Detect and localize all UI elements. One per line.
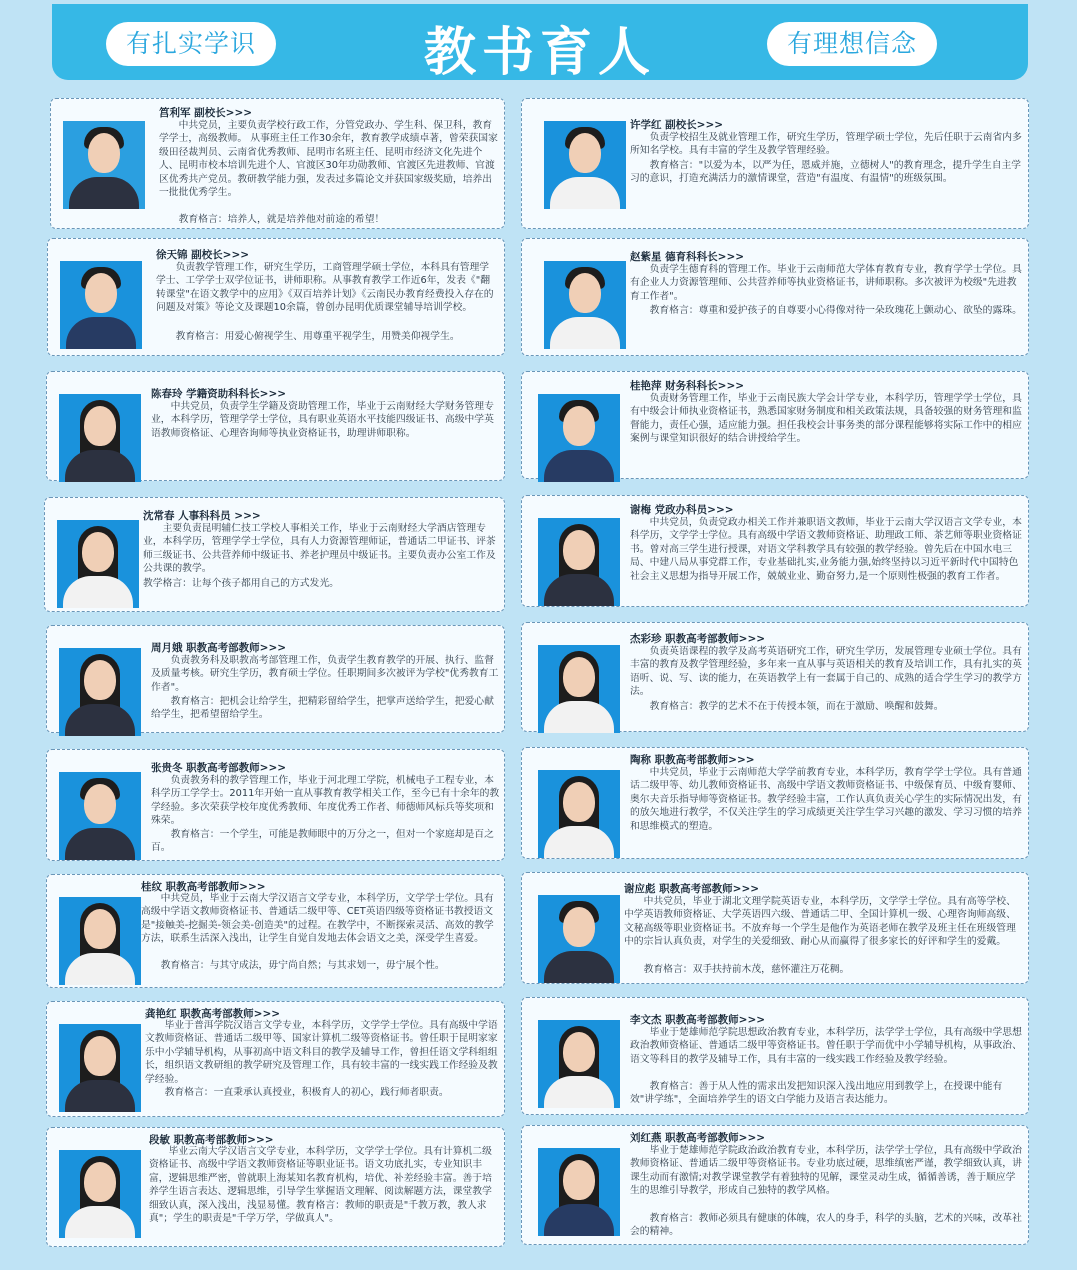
staff-photo [538, 1020, 620, 1108]
staff-name: 龚艳红 职教高考部教师>>> [145, 1008, 281, 1020]
staff-photo [59, 1150, 141, 1238]
staff-photo [538, 394, 620, 482]
staff-name: 赵紫星 德育科科长>>> [630, 251, 745, 263]
header-banner [52, 4, 1028, 83]
staff-description: 毕业于楚雄师范学院思想政治教育专业，本科学历，法学学士学位，具有高级中学思想政治教师资格证、普通话二级甲等资格证书。曾任职于学而优中小学辅导机构，从事政治、语文等科目的教学及辅导工作，具有丰富的一线实践工作经验及教学经验。 [630, 1027, 1022, 1065]
staff-description: 毕业云南大学汉语言文学专业，本科学历，文学学士学位。具有计算机二级资格证书、高级中学语文教师资格证等职业证书。语文功底扎实，专业知识丰富，逻辑思维严密，曾就职上海某知名教育机构，培优、补差经验丰富。善于培养学生语言表达、逻辑思维，引导学生掌握语文理解、阅读解题方法，课堂教学细致认真，深入浅出，浅显易懂。教育格言：教师的职责是"千教万教，教人求真"；学生的职责是"千学万学，学做真人"。 [149, 1146, 492, 1225]
staff-card [46, 874, 505, 988]
staff-motto: 教育格言：教师必须具有健康的体魄，农人的身手，科学的头脑，艺术的兴味，改革社会的精神。 [630, 1213, 1022, 1238]
staff-card [521, 98, 1029, 229]
staff-description: 负责教学管理工作，研究生学历，工商管理学硕士学位，本科具有管理学学士、工学学士双学位证书，讲师职称。从事教育教学工作近6年，发表《"翻转课堂"在语文教学中的应用》《双百培养计划》《云南民办教育经费投入存在的问题及对策》等论文及课题10余篇，曾创办昆明优质课堂辅导培训学校。 [156, 262, 494, 314]
staff-card [521, 872, 1029, 984]
staff-photo [544, 261, 626, 349]
staff-name: 筥利军 副校长>>> [159, 107, 253, 119]
staff-motto: 教育格言：双手扶持前木茂，慈怀灌注万花稠。 [643, 964, 850, 975]
staff-card [521, 495, 1029, 607]
staff-card [46, 371, 505, 481]
staff-name: 谢应彪 职教高考部教师>>> [624, 883, 760, 895]
page-title: 教书育人 [423, 22, 656, 83]
slogan-right: 有理想信念 [767, 22, 937, 66]
staff-card [521, 997, 1029, 1115]
staff-motto: 教育格言：善于从人性的需求出发把知识深入浅出地应用到教学上，在授课中能有效"讲学练"，全面培养学生的语文白学能力及语言表达能力。 [630, 1081, 1003, 1106]
staff-motto: 教学格言：让每个孩子都用自己的方式发光。 [143, 578, 339, 589]
staff-name: 刘红燕 职教高考部教师>>> [630, 1132, 766, 1144]
staff-card [46, 625, 505, 733]
staff-name: 许学红 副校长>>> [630, 119, 724, 131]
staff-name: 沈常春 人事科科员 >>> [143, 510, 261, 522]
staff-photo [59, 897, 141, 985]
staff-description: 中共党员，毕业于云南大学汉语言文学专业，本科学历，文学学士学位。具有高级中学语文教师资格证书、普通话二级甲等、CET英语四级等资格证书教授语文是"接触美-挖掘美-领会美-创造美"的过程。在教学中，不断探索灵活、高效的教学方法，联系生活深入浅出，让学生自觉自发地去体会语文之美，深受学生喜爱。 [141, 893, 494, 945]
staff-photo [544, 121, 626, 209]
staff-photo [59, 1024, 141, 1112]
staff-description: 毕业于普洱学院汉语言文学专业，本科学历，文学学士学位。具有高级中学语文教师资格证、普通话二级甲等、国家计算机二级等资格证书。曾任职于昆明家家乐中小学辅导机构，从事初高中语文科目的教学及辅导工作，曾担任语文学科组组长，组织语文教研组的教学研究及管理工作，具有较丰富的一线实践工作经验及教学经验。 [145, 1020, 498, 1085]
staff-name: 桂艳萍 财务科科长>>> [630, 380, 745, 392]
staff-motto: 教育格言：教学的艺术不在于传授本领，而在于激励、唤醒和鼓舞。 [649, 701, 944, 712]
staff-description: 负责学生德育科的管理工作。毕业于云南师范大学体育教育专业，教育学学士学位。具有企业人力资源管理师、公共营养师等执业资格证书，讲师职称。多次被评为校级"先进教育工作者"。 [630, 264, 1022, 302]
staff-card [521, 238, 1029, 356]
staff-photo [60, 261, 142, 349]
staff-description: 中共党员，毕业于湖北文理学院英语专业，本科学历，文学学士学位。具有高等学校、中学英语教师资格证、大学英语四六级、普通话二甲、全国计算机一级、心理咨询师高级、文秘高级等职业资格证书。不放弃每一个学生是他作为英语老师在教学及班主任在班级管理中的宗旨认真负责，对学生的关爱细致、耐心从而赢得了很多家长的好评和学生的爱戴。 [624, 896, 1016, 948]
staff-description: 负责财务管理工作，毕业于云南民族大学会计学专业，本科学历，管理学学士学位，具有中级会计师执业资格证书，熟悉国家财务制度和相关政策法规，具备较强的财务管理和监督能力，责任心强，适应能力强。担任我校会计事务类的部分课程能够将实际工作中的相应案例与课堂知识很好的结合讲授给学生。 [630, 393, 1022, 445]
staff-photo [63, 121, 145, 209]
staff-photo [538, 645, 620, 733]
staff-motto: 教育格言：尊重和爱护孩子的自尊要小心得像对待一朵玫瑰花上颤动心、欲坠的露珠。 [649, 305, 1022, 316]
staff-photo [538, 518, 620, 606]
staff-name: 杰彩珍 职教高考部教师>>> [630, 633, 766, 645]
staff-card [47, 238, 505, 356]
staff-description: 负责教务科的教学管理工作，毕业于河北理工学院，机械电子工程专业，本科学历工学学士。2011年开始一直从事教育教学相关工作，至今已有十余年的教学经验。多次荣获学校年度优秀教师、年度优秀工作者、师德师风标兵等奖项和殊荣。 [151, 775, 500, 827]
staff-card [521, 371, 1029, 479]
staff-name: 谢梅 党政办科员>>> [630, 504, 734, 516]
staff-description: 负责学校招生及就业管理工作，研究生学历，管理学硕士学位，先后任职于云南省内多所知名学校。具有丰富的学生及教学管理经验。 [630, 132, 1022, 157]
staff-description: 主要负责昆明辅仁技工学校人事相关工作，毕业于云南财经大学酒店管理专业，本科学历，管理学学士学位，具有人力资源管理师证，普通话二甲证书、评茶师三级证书、公共营养师中级证书、养老护理员中级证书。主要负责办公室工作及公共课的教学。 [143, 523, 496, 575]
staff-name: 李文杰 职教高考部教师>>> [630, 1014, 766, 1026]
staff-description: 负责英语课程的教学及高考英语研究工作，研究生学历，发展管理专业硕士学位。具有丰富的教育及教学管理经验，多年来一直从事与英语相关的教育及培训工作，具有扎实的英语听、说、写、读的能力，在英语教学上有一套属于自己的、成熟的适合学生学习的教学方法。 [630, 646, 1022, 698]
staff-name: 段敏 职教高考部教师>>> [149, 1134, 274, 1146]
slogan-left: 有扎实学识 [106, 22, 276, 66]
staff-motto: 教育格言：一个学生，可能是教师眼中的万分之一，但对一个家庭却是百之百。 [151, 829, 494, 854]
staff-name: 张贵冬 职教高考部教师>>> [151, 762, 287, 774]
staff-card [44, 497, 505, 612]
staff-motto: 教育格言：培养人，就是培养他对前途的希望！ [178, 214, 385, 225]
staff-card [46, 749, 505, 861]
staff-name: 徐天锦 副校长>>> [156, 249, 250, 261]
staff-photo [538, 770, 620, 858]
staff-name: 桂纹 职教高考部教师>>> [141, 881, 266, 893]
staff-motto: 教育格言：一直秉承认真授业，积极育人的初心，践行师者职责。 [164, 1087, 449, 1098]
staff-motto: 教育格言：用爱心俯视学生、用尊重平视学生，用赞美仰视学生。 [175, 331, 460, 342]
staff-name: 周月娥 职教高考部教师>>> [151, 642, 287, 654]
staff-card [46, 1127, 505, 1247]
staff-photo [57, 520, 139, 608]
staff-description: 中共党员，负责学生学籍及资助管理工作，毕业于云南财经大学财务管理专业，本科学历，管理学学士学位，具有职业英语水平技能四级证书、高级中学英语教师资格证、心理咨询师等执业资格证书，助理讲师职称。 [151, 401, 494, 439]
staff-photo [59, 394, 141, 482]
staff-card [521, 622, 1029, 732]
staff-card [521, 1125, 1029, 1245]
staff-name: 陶称 职教高考部教师>>> [630, 754, 755, 766]
staff-description: 中共党员，主要负责学校行政工作，分管党政办、学生科、保卫科，教育学学士，高级教师。 从事班主任工作30余年，教育教学成绩卓著，曾荣获国家级田径裁判员、云南省优秀教师、昆明市名班主任、昆明市经济文化先进个人、昆明市校本培训先进个人、官渡区30年功勋教师、官渡区先进教师、官渡区优秀共产党员。教研教学能力强，发表过多篇论文并获国家级奖励，培养出一批批优秀学生。 [159, 120, 498, 199]
staff-motto: 教育格言："以爱为本，以严为任，恩威并施，立德树人"的教育理念，提升学生自主学习的意识，打造充满活力的激情课堂，营造"有温度、有温情"的班级氛围。 [630, 160, 1022, 185]
staff-description: 中共党员，负责党政办相关工作并兼职语文教师，毕业于云南大学汉语言文学专业，本科学历，文学学士学位。具有高级中学语文教师资格证、助理政工师、茶艺师等职业资格证书。曾对高三学生进行授课，对语文学科教学具有较强的教学经验。曾先后在中国水电三局、中建八局从事党群工作，专业基础扎实,业务能力强,始终坚持以习近平新时代中国特色社会主义思想为指导开展工作，兢兢业业、勤奋努力,是一个原则性极强的教育工作者。 [630, 517, 1022, 582]
staff-motto: 教育格言：把机会让给学生，把精彩留给学生，把掌声送给学生，把爱心献给学生，把希望留给学生。 [151, 696, 494, 721]
staff-name: 陈春玲 学籍资助科科长>>> [151, 388, 287, 400]
staff-card [50, 98, 505, 229]
staff-description: 中共党员，毕业于云南师范大学学前教育专业，本科学历，教育学学士学位。具有普通话二级甲等、幼儿教师资格证书、高级中学语文教师资格证书、中级保育员、中级育婴师、奥尔夫音乐指导师等资格证书。教学经验丰富，工作认真负责关心学生的实际情况出发，有的放矢地进行教学，不仅关注学生的学习成绩更关注学生学习兴趣的激发、学习习惯的培养和思维模式的塑造。 [630, 767, 1022, 832]
staff-card [521, 747, 1029, 859]
staff-photo [538, 1148, 620, 1236]
staff-description: 毕业于楚雄师范学院政治政治教育专业，本科学历，法学学士学位，具有高级中学政治教师资格证、普通话二级甲等资格证书。专业功底过硬，思维缜密严谨，教学细致认真，讲课生动而有激情;对教学课堂教学有着独特的见解，课堂灵动生成，循循善诱，善于顺应学生的思维引导教学，形成自己独特的教学风格。 [630, 1145, 1022, 1197]
staff-description: 负责教务科及职教高考部管理工作，负责学生教育教学的开展、执行、监督及质量考核。研究生学历，教育硕士学位。任职期间多次被评为学校"优秀教育工作者"。 [151, 655, 499, 693]
staff-motto: 教育格言：与其守成法，毋宁尚自然；与其求划一，毋宁展个性。 [160, 960, 445, 971]
staff-photo [59, 648, 141, 736]
staff-photo [538, 895, 620, 983]
staff-card [46, 1001, 505, 1117]
staff-photo [59, 772, 141, 860]
